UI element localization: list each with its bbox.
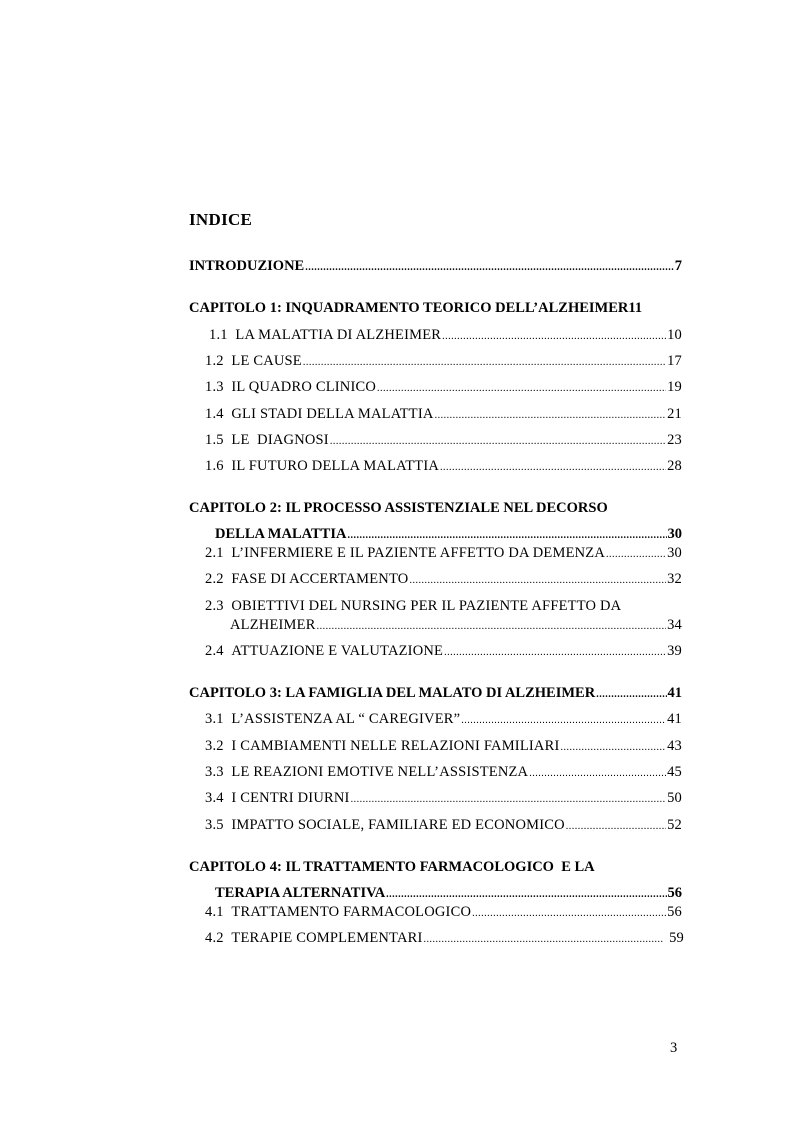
toc-section-label: LA MALATTIA DI ALZHEIMER	[235, 327, 442, 343]
toc-section-page: 17	[667, 353, 682, 369]
toc-section-page: 41	[667, 711, 682, 727]
toc-chapter-heading: TERAPIA ALTERNATIVA	[215, 885, 386, 901]
toc-leader-dots	[330, 437, 666, 447]
toc-section-number: 2.3	[205, 598, 224, 614]
toc-section-label: ALZHEIMER	[230, 617, 316, 633]
toc-section-page: 52	[667, 817, 682, 833]
toc-chapter-4[interactable]: CAPITOLO 4: IL TRATTAMENTO FARMACOLOGICO E LA	[189, 859, 595, 875]
toc-leader-dots	[461, 716, 666, 726]
toc-section-2-3-cont[interactable]	[230, 617, 682, 639]
toc-leader-dots	[596, 690, 666, 700]
toc-entry-introduzione[interactable]	[189, 258, 682, 280]
toc-section-number: 3.1	[205, 711, 224, 727]
toc-section-number: 3.4	[205, 790, 224, 806]
toc-leader-dots	[442, 332, 666, 342]
page-title: INDICE	[189, 210, 253, 229]
toc-leader-dots	[424, 935, 665, 945]
toc-section-label: L’ASSISTENZA AL “ CAREGIVER”	[231, 711, 461, 727]
toc-section-3-1[interactable]	[205, 711, 682, 733]
toc-chapter-page: 41	[667, 685, 682, 701]
toc-section-page: 21	[667, 406, 682, 422]
toc-section-page: 19	[667, 379, 682, 395]
toc-section-page: 10	[667, 327, 682, 343]
toc-section-label: OBIETTIVI DEL NURSING PER IL PAZIENTE AFFETTO DA	[231, 598, 622, 614]
toc-section-label: ATTUAZIONE E VALUTAZIONE	[231, 643, 444, 659]
toc-section-number: 2.4	[205, 643, 224, 659]
toc-section-page: 23	[667, 432, 682, 448]
toc-section-label: LE REAZIONI EMOTIVE NELL’ASSISTENZA	[231, 764, 529, 780]
toc-section-3-4[interactable]	[205, 790, 682, 812]
toc-leader-dots	[440, 463, 666, 473]
toc-section-label: TERAPIE COMPLEMENTARI	[231, 930, 423, 946]
toc-leader-dots	[409, 576, 666, 586]
toc-chapter-3[interactable]	[189, 685, 682, 707]
toc-chapter-heading: DELLA MALATTIA	[215, 526, 347, 542]
toc-section-page: 28	[667, 458, 682, 474]
toc-section-1-5[interactable]	[205, 432, 682, 454]
toc-leader-dots	[351, 795, 667, 805]
toc-section-page: 39	[667, 643, 682, 659]
toc-section-page: 56	[667, 904, 682, 920]
toc-leader-dots	[377, 384, 666, 394]
toc-leader-dots	[561, 743, 667, 753]
toc-section-3-5[interactable]	[205, 817, 682, 839]
toc-leader-dots	[444, 648, 666, 658]
toc-section-1-2[interactable]	[205, 353, 682, 375]
toc-section-number: 1.1	[209, 327, 228, 343]
toc-section-2-1[interactable]	[205, 545, 682, 567]
toc-section-label: LE CAUSE	[231, 353, 302, 369]
toc-section-label: I CAMBIAMENTI NELLE RELAZIONI FAMILIARI	[231, 738, 560, 754]
toc-chapter-page: 56	[667, 885, 682, 901]
page-number: 3	[670, 1040, 678, 1056]
toc-section-label: IMPATTO SOCIALE, FAMILIARE ED ECONOMICO	[231, 817, 565, 833]
toc-section-number: 1.2	[205, 353, 224, 369]
toc-entry-page: 7	[674, 258, 682, 274]
toc-section-page: 59	[669, 930, 684, 946]
toc-section-number: 1.4	[205, 406, 224, 422]
toc-section-label: IL QUADRO CLINICO	[231, 379, 377, 395]
toc-section-2-3[interactable]	[205, 598, 621, 615]
toc-leader-dots	[472, 909, 666, 919]
toc-section-number: 1.5	[205, 432, 224, 448]
toc-section-number: 3.3	[205, 764, 224, 780]
toc-chapter-1[interactable]	[189, 300, 691, 322]
toc-section-number: 1.6	[205, 458, 224, 474]
toc-section-number: 3.5	[205, 817, 224, 833]
toc-section-label: L’INFERMIERE E IL PAZIENTE AFFETTO DA DEMENZA	[231, 545, 606, 561]
toc-section-3-2[interactable]	[205, 738, 682, 760]
toc-chapter-2[interactable]: CAPITOLO 2: IL PROCESSO ASSISTENZIALE NEL DECORSO	[189, 500, 608, 516]
toc-section-4-1[interactable]	[205, 904, 682, 926]
toc-leader-dots	[606, 550, 666, 560]
toc-section-number: 4.2	[205, 930, 224, 946]
toc-leader-dots	[317, 622, 667, 632]
toc-leader-dots	[529, 769, 666, 779]
toc-section-1-1[interactable]	[209, 327, 682, 349]
toc-section-page: 43	[667, 738, 682, 754]
toc-section-page: 32	[667, 571, 682, 587]
toc-section-label: GLI STADI DELLA MALATTIA	[231, 406, 434, 422]
toc-section-1-3[interactable]	[205, 379, 682, 401]
toc-section-4-2[interactable]	[205, 930, 684, 952]
toc-section-1-6[interactable]	[205, 458, 682, 480]
toc-section-number: 2.2	[205, 571, 224, 587]
toc-leader-dots	[386, 890, 666, 900]
toc-section-number: 2.1	[205, 545, 224, 561]
toc-section-label: TRATTAMENTO FARMACOLOGICO	[231, 904, 472, 920]
toc-section-page: 45	[667, 764, 682, 780]
toc-section-page: 30	[667, 545, 682, 561]
toc-section-page: 50	[667, 790, 682, 806]
toc-section-number: 1.3	[205, 379, 224, 395]
toc-section-2-4[interactable]	[205, 643, 682, 665]
toc-section-label: LE DIAGNOSI	[231, 432, 329, 448]
toc-entry-label: INTRODUZIONE	[189, 258, 305, 274]
toc-section-number: 4.1	[205, 904, 224, 920]
toc-leader-dots	[347, 531, 666, 541]
toc-chapter-page: 30	[667, 526, 682, 542]
toc-leader-dots	[303, 358, 666, 368]
toc-leader-dots	[305, 263, 674, 273]
toc-section-2-2[interactable]	[205, 571, 682, 593]
toc-section-1-4[interactable]	[205, 406, 682, 428]
toc-section-3-3[interactable]	[205, 764, 682, 786]
toc-leader-dots	[435, 411, 667, 421]
toc-chapter-heading: CAPITOLO 3: LA FAMIGLIA DEL MALATO DI ALZHEIMER	[189, 685, 596, 701]
toc-section-page: 34	[667, 617, 682, 633]
toc-section-label: I CENTRI DIURNI	[231, 790, 350, 806]
toc-section-label: IL FUTURO DELLA MALATTIA	[231, 458, 440, 474]
toc-section-label: FASE DI ACCERTAMENTO	[231, 571, 409, 587]
toc-leader-dots	[566, 822, 666, 832]
toc-section-number: 3.2	[205, 738, 224, 754]
toc-chapter-heading: CAPITOLO 1: INQUADRAMENTO TEORICO DELL’ALZHEIMER	[189, 300, 629, 316]
toc-chapter-page: 11	[628, 300, 643, 316]
